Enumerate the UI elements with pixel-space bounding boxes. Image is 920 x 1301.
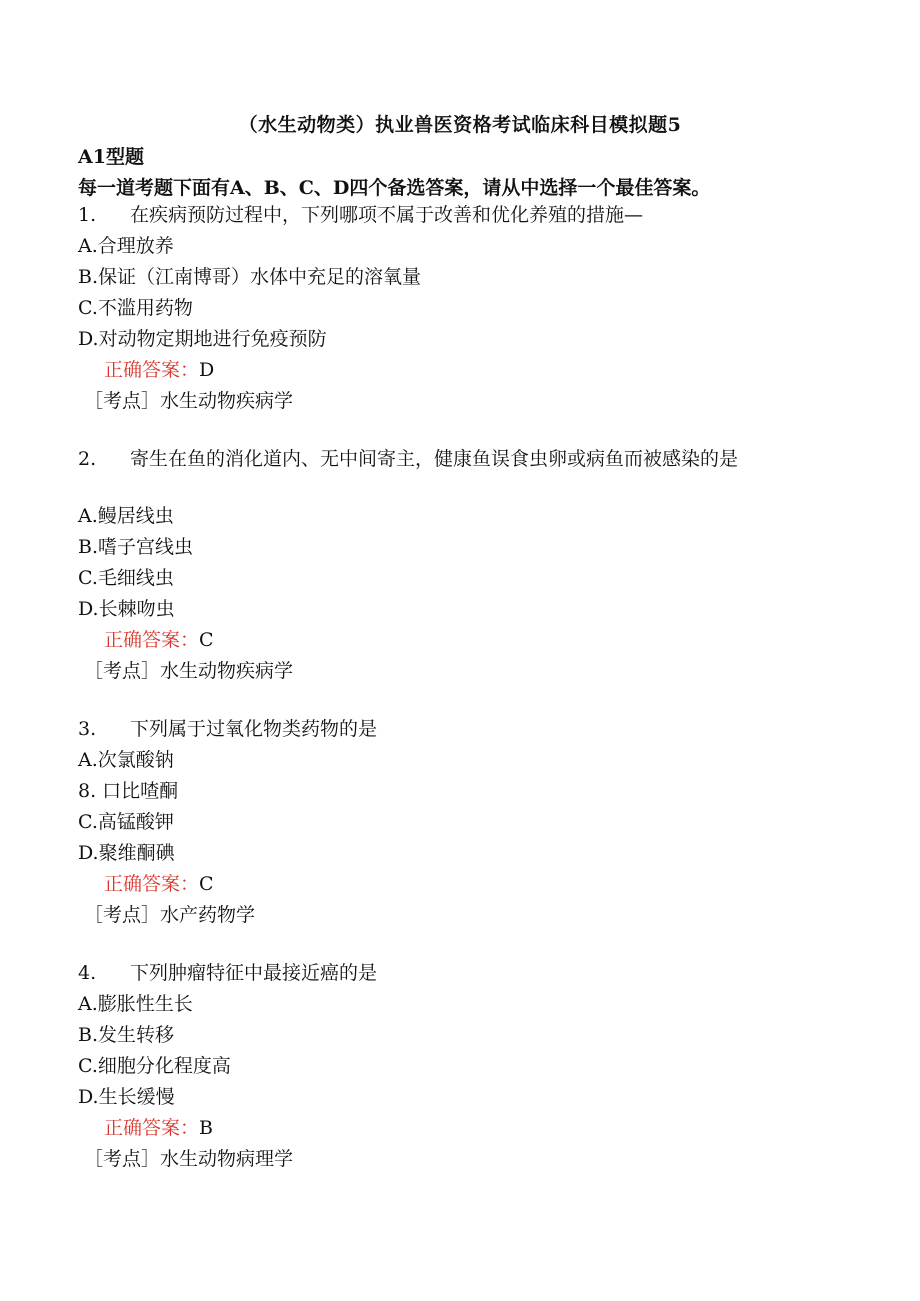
question-text: 下列肿瘤特征中最接近癌的是: [130, 962, 378, 984]
question-text: 在疾病预防过程中，下列哪项不属于改善和优化养殖的措施—: [130, 204, 644, 226]
question-number: 1.: [78, 204, 97, 226]
option-d: D.对动物定期地进行免疫预防: [78, 328, 327, 350]
answer-label: 正确答案：: [104, 629, 200, 651]
option-a: A.膨胀性生长: [78, 993, 193, 1015]
option-d: D.生长缓慢: [78, 1086, 175, 1108]
correct-answer: [104, 1115, 213, 1141]
answer-letter: C: [199, 873, 214, 895]
option-c: C.细胞分化程度高: [78, 1055, 231, 1077]
exam-point: ［考点］水产药物学: [84, 904, 256, 926]
question-stem: [78, 446, 738, 472]
option-d: D.聚维酮碘: [78, 842, 175, 864]
question-stem: [78, 960, 377, 986]
question-number: 4.: [78, 962, 97, 984]
option-a: A.次氯酸钠: [78, 749, 174, 771]
question-text: 下列属于过氧化物类药物的是: [130, 718, 378, 740]
option-d: D.长棘吻虫: [78, 598, 175, 620]
option-c: C.高锰酸钾: [78, 811, 174, 833]
answer-label: 正确答案：: [104, 1117, 200, 1139]
exam-point: ［考点］水生动物病理学: [84, 1148, 294, 1170]
exam-point: ［考点］水生动物疾病学: [84, 660, 294, 682]
answer-letter: B: [199, 1117, 213, 1139]
option-a: A.合理放养: [78, 235, 174, 257]
question-stem: [78, 716, 377, 742]
instruction-text: 每一道考题下面有A、B、C、D四个备选答案，请从中选择一个最佳答案。: [78, 177, 711, 199]
answer-label: 正确答案：: [104, 873, 200, 895]
question-text: 寄生在鱼的消化道内、无中间寄主，健康鱼误食虫卵或病鱼而被感染的是: [130, 448, 739, 470]
exam-point: ［考点］水生动物疾病学: [84, 390, 294, 412]
answer-letter: D: [199, 359, 215, 381]
option-c: C.不滥用药物: [78, 297, 193, 319]
option-a: A.鳗居线虫: [78, 505, 174, 527]
question-stem: [78, 202, 643, 228]
correct-answer: [104, 871, 214, 897]
answer-label: 正确答案：: [104, 359, 200, 381]
question-number: 2.: [78, 448, 97, 470]
option-c: C.毛细线虫: [78, 567, 174, 589]
answer-letter: C: [199, 629, 214, 651]
option-b: 8. 口比喳酮: [78, 780, 179, 802]
question-number: 3.: [78, 718, 97, 740]
document-title: （水生动物类）执业兽医资格考试临床科目模拟题5: [238, 114, 682, 136]
option-b: B.发生转移: [78, 1024, 175, 1046]
option-b: B.嗜子宫线虫: [78, 536, 194, 558]
section-type-heading: A1型题: [78, 146, 144, 168]
correct-answer: [104, 357, 214, 383]
option-b: B.保证（江南博哥）水体中充足的溶氧量: [78, 266, 422, 288]
correct-answer: [104, 627, 214, 653]
